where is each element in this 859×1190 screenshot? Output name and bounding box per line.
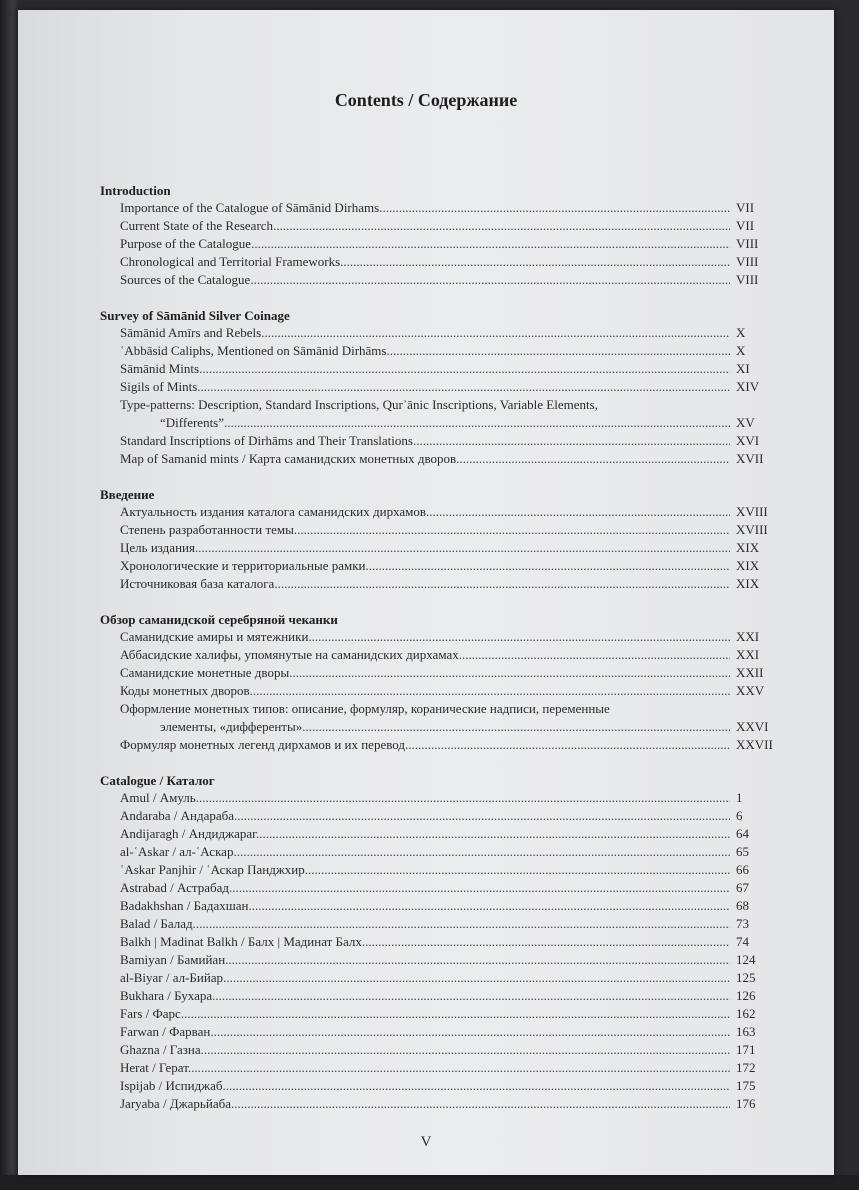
- toc-entry[interactable]: [100, 1077, 780, 1095]
- entry-title: Саманидские монетные дворы .....: [120, 664, 730, 682]
- toc-section-vvedenie: [100, 486, 780, 593]
- entry-title: Актуальность издания каталога саманидских дирхамов .....: [120, 503, 730, 521]
- entry-page: XI: [736, 361, 750, 376]
- entry-title: Bukhara / Бухара .....: [120, 987, 730, 1005]
- entry-title: Источниковая база каталога .....: [120, 575, 730, 593]
- page-number: V: [420, 1134, 432, 1150]
- toc-section-survey: [100, 307, 780, 468]
- entry-title: Type-patterns: Description, Standard Inscriptions, Qurʾānic Inscriptions, Variable Elements,: [120, 397, 598, 412]
- toc-entry[interactable]: [100, 789, 780, 807]
- toc-entry-continued[interactable]: [100, 414, 780, 432]
- toc-entry[interactable]: [100, 1023, 780, 1041]
- entry-page: XXI: [736, 647, 760, 662]
- entry-page: VIII: [736, 236, 759, 251]
- entry-title: Ghazna / Газна .....: [120, 1041, 730, 1059]
- entry-page: XXVII: [736, 737, 773, 752]
- entry-page: 68: [736, 898, 749, 913]
- entry-page: 126: [736, 988, 756, 1003]
- toc-entry[interactable]: [100, 700, 780, 718]
- entry-title: al-ʿAskar / ал-ʿАскар .....: [120, 843, 730, 861]
- entry-title: Standard Inscriptions of Dirhāms and Their Translations .....: [120, 432, 730, 450]
- entry-page: VII: [736, 218, 755, 233]
- entry-title: Хронологические и территориальные рамки .....: [120, 557, 730, 575]
- entry-page: XIV: [736, 379, 760, 394]
- entry-title: Формуляр монетных легенд дирхамов и их перевод .....: [120, 736, 730, 754]
- toc-entry[interactable]: [100, 628, 780, 646]
- toc-section-obzor: [100, 611, 780, 754]
- toc-entry[interactable]: [100, 825, 780, 843]
- entry-page: 171: [736, 1042, 756, 1057]
- entry-page: XXV: [736, 683, 765, 698]
- entry-title: Balad / Балад .....: [120, 915, 730, 933]
- entry-title: ʿAbbāsid Caliphs, Mentioned on Sāmānid Dirhāms .....: [120, 342, 730, 360]
- entry-page: 73: [736, 916, 749, 931]
- entry-page: VII: [736, 200, 755, 215]
- entry-title: Herat / Герат .....: [120, 1059, 730, 1077]
- entry-page: XVII: [736, 451, 764, 466]
- toc-section-catalogue: [100, 772, 780, 1113]
- entry-title: Оформление монетных типов: описание, формуляр, коранические надписи, переменные: [120, 701, 610, 716]
- toc-entry[interactable]: [100, 969, 780, 987]
- toc-entry[interactable]: [100, 682, 780, 700]
- entry-page: 176: [736, 1096, 756, 1111]
- toc-entry[interactable]: [100, 915, 780, 933]
- entry-title: Sāmānid Amīrs and Rebels .....: [120, 324, 730, 342]
- book-page: [18, 10, 834, 1175]
- entry-title: al-Biyar / ал-Бийар .....: [120, 969, 730, 987]
- toc-entry[interactable]: [100, 987, 780, 1005]
- entry-title: Jaryaba / Джарьйаба .....: [120, 1095, 730, 1113]
- entry-title: Sāmānid Mints .....: [120, 360, 730, 378]
- entry-title: Ispijab / Испиджаб .....: [120, 1077, 730, 1095]
- entry-page: 162: [736, 1006, 756, 1021]
- entry-title: Farwan / Фарван .....: [120, 1023, 730, 1041]
- toc-entry[interactable]: [100, 271, 780, 289]
- entry-page: 64: [736, 826, 749, 841]
- toc-entry[interactable]: [100, 664, 780, 682]
- toc-entry[interactable]: [100, 951, 780, 969]
- entry-page: XVIII: [736, 504, 768, 519]
- book-spine: [0, 0, 18, 1190]
- entry-page: XXVI: [736, 719, 769, 734]
- entry-title: Степень разработанности темы .....: [120, 521, 730, 539]
- entry-title: элементы, «дифференты» .....: [160, 718, 730, 736]
- toc-entry[interactable]: [100, 1095, 780, 1113]
- entry-title: Sigils of Mints .....: [120, 378, 730, 396]
- toc-entry[interactable]: [100, 557, 780, 575]
- toc-entry[interactable]: [100, 521, 780, 539]
- section-heading: Введение: [100, 487, 155, 502]
- entry-title: Цель издания .....: [120, 539, 730, 557]
- toc-entry[interactable]: [100, 342, 780, 360]
- entry-page: 163: [736, 1024, 756, 1039]
- entry-page: 6: [736, 808, 743, 823]
- entry-page: XVI: [736, 433, 760, 448]
- toc-section-introduction: [100, 182, 780, 289]
- toc-entry[interactable]: [100, 861, 780, 879]
- entry-title: ʿAskar Panjhir / ʿАскар Панджхир .....: [120, 861, 730, 879]
- entry-title: Fars / Фарс .....: [120, 1005, 730, 1023]
- entry-page: 175: [736, 1078, 756, 1093]
- section-heading: Survey of Sāmānid Silver Coinage: [100, 308, 290, 323]
- toc-entry[interactable]: [100, 1041, 780, 1059]
- entry-page: 124: [736, 952, 756, 967]
- entry-title: Bamiyan / Бамийан .....: [120, 951, 730, 969]
- entry-title: Balkh | Madinat Balkh / Балх | Мадинат Балх .....: [120, 933, 730, 951]
- toc-entry[interactable]: [100, 378, 780, 396]
- toc-entry[interactable]: [100, 199, 780, 217]
- section-heading: Introduction: [100, 183, 171, 198]
- toc-entry[interactable]: [100, 450, 780, 468]
- entry-title: Andijaragh / Андиджараг .....: [120, 825, 730, 843]
- entry-page: XXI: [736, 629, 760, 644]
- section-heading: Обзор саманидской серебряной чеканки: [100, 612, 338, 627]
- entry-title: Аббасидские халифы, упомянутые на саманидских дирхамах .....: [120, 646, 730, 664]
- entry-page: XXII: [736, 665, 764, 680]
- entry-title: Importance of the Catalogue of Sāmānid Dirhams .....: [120, 199, 730, 217]
- entry-title: Astrabad / Астрабад .....: [120, 879, 730, 897]
- entry-title: Purpose of the Catalogue .....: [120, 235, 730, 253]
- toc-entry[interactable]: [100, 897, 780, 915]
- toc-entry[interactable]: [100, 879, 780, 897]
- entry-title: Chronological and Territorial Frameworks .....: [120, 253, 730, 271]
- toc-entry[interactable]: [100, 646, 780, 664]
- entry-title: Коды монетных дворов .....: [120, 682, 730, 700]
- entry-page: XV: [736, 415, 755, 430]
- page-title: Contents / Содержание: [334, 90, 518, 110]
- entry-page: XVIII: [736, 522, 768, 537]
- book-bottom-edge: [0, 1175, 859, 1190]
- entry-page: 172: [736, 1060, 756, 1075]
- table-of-contents: [100, 170, 780, 1113]
- toc-entry[interactable]: [100, 1005, 780, 1023]
- toc-entry[interactable]: [100, 432, 780, 450]
- toc-entry[interactable]: [100, 360, 780, 378]
- entry-title: Andaraba / Андараба .....: [120, 807, 730, 825]
- toc-entry[interactable]: [100, 396, 780, 414]
- entry-title: Current State of the Research .....: [120, 217, 730, 235]
- entry-title: Sources of the Catalogue .....: [120, 271, 730, 289]
- toc-entry[interactable]: [100, 235, 780, 253]
- toc-entry[interactable]: [100, 575, 780, 593]
- entry-title: Amul / Амуль .....: [120, 789, 730, 807]
- toc-entry[interactable]: [100, 217, 780, 235]
- toc-entry[interactable]: [100, 324, 780, 342]
- entry-page: 67: [736, 880, 749, 895]
- toc-entry[interactable]: [100, 933, 780, 951]
- entry-title: Map of Samanid mints / Карта саманидских монетных дворов .....: [120, 450, 730, 468]
- toc-entry[interactable]: [100, 253, 780, 271]
- entry-page: X: [736, 343, 746, 358]
- entry-page: XIX: [736, 558, 760, 573]
- entry-page: VIII: [736, 272, 759, 287]
- toc-entry-continued[interactable]: [100, 718, 780, 736]
- section-heading: Catalogue / Каталог: [100, 773, 215, 788]
- entry-title: Саманидские амиры и мятежники .....: [120, 628, 730, 646]
- toc-entry[interactable]: [100, 1059, 780, 1077]
- entry-page: 65: [736, 844, 749, 859]
- entry-page: XIX: [736, 576, 760, 591]
- entry-page: VIII: [736, 254, 759, 269]
- entry-page: 1: [736, 790, 743, 805]
- toc-entry[interactable]: [100, 503, 780, 521]
- entry-page: XIX: [736, 540, 760, 555]
- toc-entry[interactable]: [100, 736, 780, 754]
- entry-page: 125: [736, 970, 756, 985]
- entry-title: “Differents” .....: [160, 414, 730, 432]
- toc-entry[interactable]: [100, 539, 780, 557]
- entry-page: 74: [736, 934, 749, 949]
- toc-entry[interactable]: [100, 843, 780, 861]
- entry-page: 66: [736, 862, 749, 877]
- entry-page: X: [736, 325, 746, 340]
- toc-entry[interactable]: [100, 807, 780, 825]
- entry-title: Badakhshan / Бадахшан .....: [120, 897, 730, 915]
